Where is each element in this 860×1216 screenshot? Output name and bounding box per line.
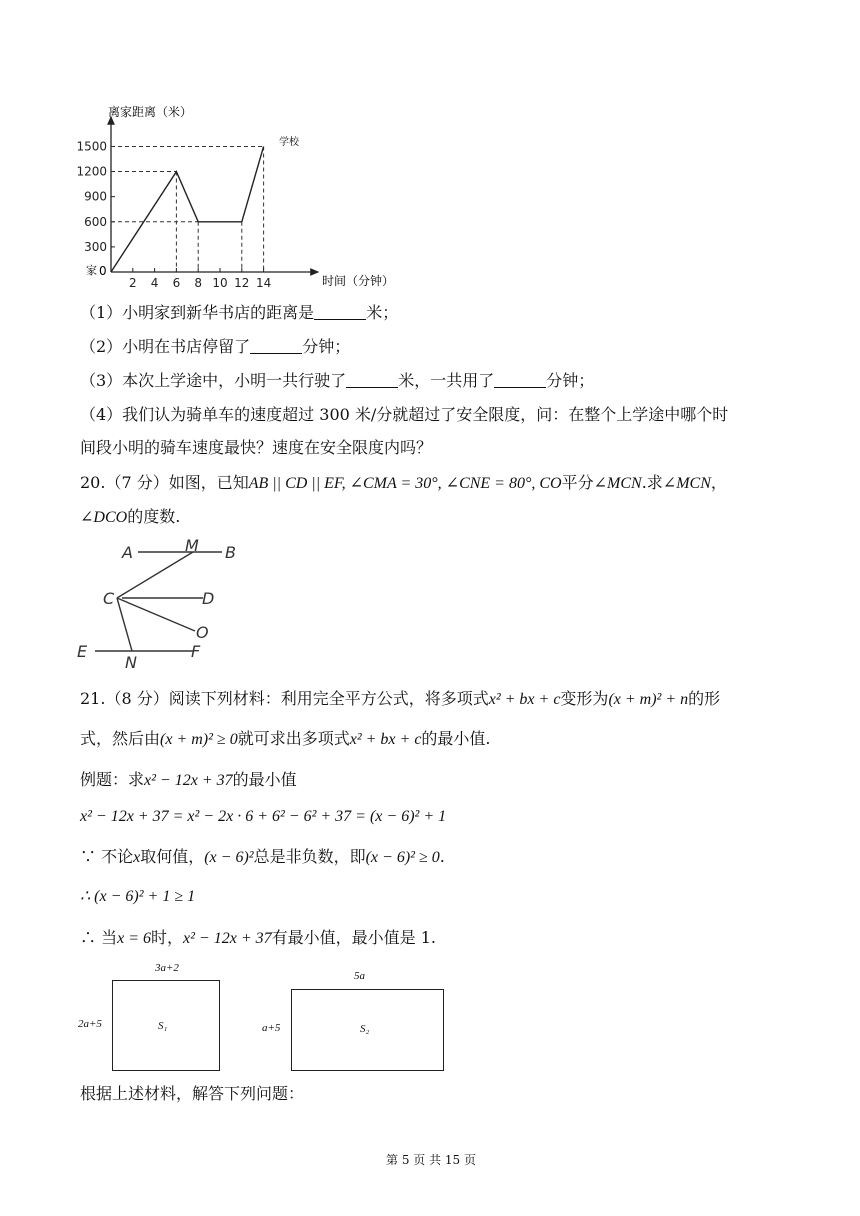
x-tick-label: 6 xyxy=(172,276,181,290)
y-tick-label: 600 xyxy=(84,214,107,229)
x-tick-label: 12 xyxy=(234,276,250,290)
rect1-top-label: 3a+2 xyxy=(155,962,179,974)
label-O: O xyxy=(196,623,209,642)
y-tick-label: 1500 xyxy=(76,139,107,154)
rect2-top-label: 5a xyxy=(354,970,365,982)
label-M: M xyxy=(185,536,199,555)
q19-part1: （1）小明家到新华书店的距离是 米； xyxy=(80,303,399,322)
q21-line1: 21.（8 分）阅读下列材料：利用完全平方公式，将多项式x² + bx + c变形为(x + m)² + n的形 xyxy=(80,689,721,708)
q19-part3: （3）本次上学途中，小明一共行驶了 米，一共用了 分钟； xyxy=(80,371,595,390)
rect1-side-label: 2a+5 xyxy=(78,1018,102,1030)
q21-closing: 根据上述材料，解答下列问题： xyxy=(80,1084,305,1103)
x-tick-label: 4 xyxy=(150,276,159,290)
x-tick-label: 2 xyxy=(128,276,137,290)
label-E: E xyxy=(77,642,88,661)
answer-blank xyxy=(314,303,366,320)
q19-part4-line2: 间段小明的骑车速度最快？速度在安全限度内吗？ xyxy=(80,438,433,457)
q19-part4-line1: （4）我们认为骑单车的速度超过 300 米/分就超过了安全限度，问：在整个上学途中哪个时 xyxy=(80,405,729,424)
answer-blank xyxy=(494,371,546,388)
x-tick-label: 10 xyxy=(212,276,228,290)
q20-line1: 20.（7 分）如图，已知AB || CD || EF, ∠CMA = 30°, ∠CNE = 80°, CO平分∠MCN.求∠MCN， xyxy=(80,473,727,492)
origin-zero-label: 0 xyxy=(99,264,107,278)
q21-step2: ∵ 不论x取何值，(x − 6)²总是非负数，即(x − 6)² ≥ 0. xyxy=(80,847,445,866)
answer-blank xyxy=(346,371,398,388)
distance-path-line xyxy=(111,146,264,272)
answer-blank xyxy=(250,337,302,354)
distance-time-graph xyxy=(60,95,420,295)
rect2-side-label: a+5 xyxy=(262,1022,281,1034)
label-C: C xyxy=(103,589,115,608)
q21-line2: 式，然后由(x + m)² ≥ 0就可求出多项式x² + bx + c的最小值. xyxy=(80,729,491,748)
school-label: 学校 xyxy=(279,137,299,148)
label-F: F xyxy=(191,642,201,661)
x-tick-label: 8 xyxy=(194,276,203,290)
q21-example-title: 例题：求x² − 12x + 37的最小值 xyxy=(80,770,297,789)
y-tick-label: 300 xyxy=(84,239,107,254)
y-tick-label: 900 xyxy=(84,189,107,204)
page-footer: 第 5 页 共 15 页 xyxy=(386,1153,476,1167)
rect1-center-label: S₁ xyxy=(158,1020,168,1032)
label-A: A xyxy=(122,543,133,562)
x-axis-label: 时间（分钟） xyxy=(322,274,395,288)
q21-step3: ∴ (x − 6)² + 1 ≥ 1 xyxy=(80,888,196,905)
origin-home-label: 家 xyxy=(86,264,97,277)
label-N: N xyxy=(125,653,137,670)
label-B: B xyxy=(225,543,236,562)
q20-line2: ∠DCO的度数. xyxy=(80,507,181,526)
rect2-center-label: S₂ xyxy=(360,1023,370,1035)
parallel-lines-figure xyxy=(75,535,255,670)
q19-part2: （2）小明在书店停留了 分钟； xyxy=(80,337,351,356)
y-axis-label: 离家距离（米） xyxy=(108,105,193,119)
x-tick-label: 14 xyxy=(255,276,272,290)
q21-step1: x² − 12x + 37 = x² − 2x · 6 + 6² − 6² + 37 = (x − 6)² + 1 xyxy=(80,808,447,825)
y-tick-label: 1200 xyxy=(76,164,107,179)
q21-step4: ∴ 当x = 6时，x² − 12x + 37有最小值，最小值是 1. xyxy=(80,928,436,947)
label-D: D xyxy=(202,589,215,608)
